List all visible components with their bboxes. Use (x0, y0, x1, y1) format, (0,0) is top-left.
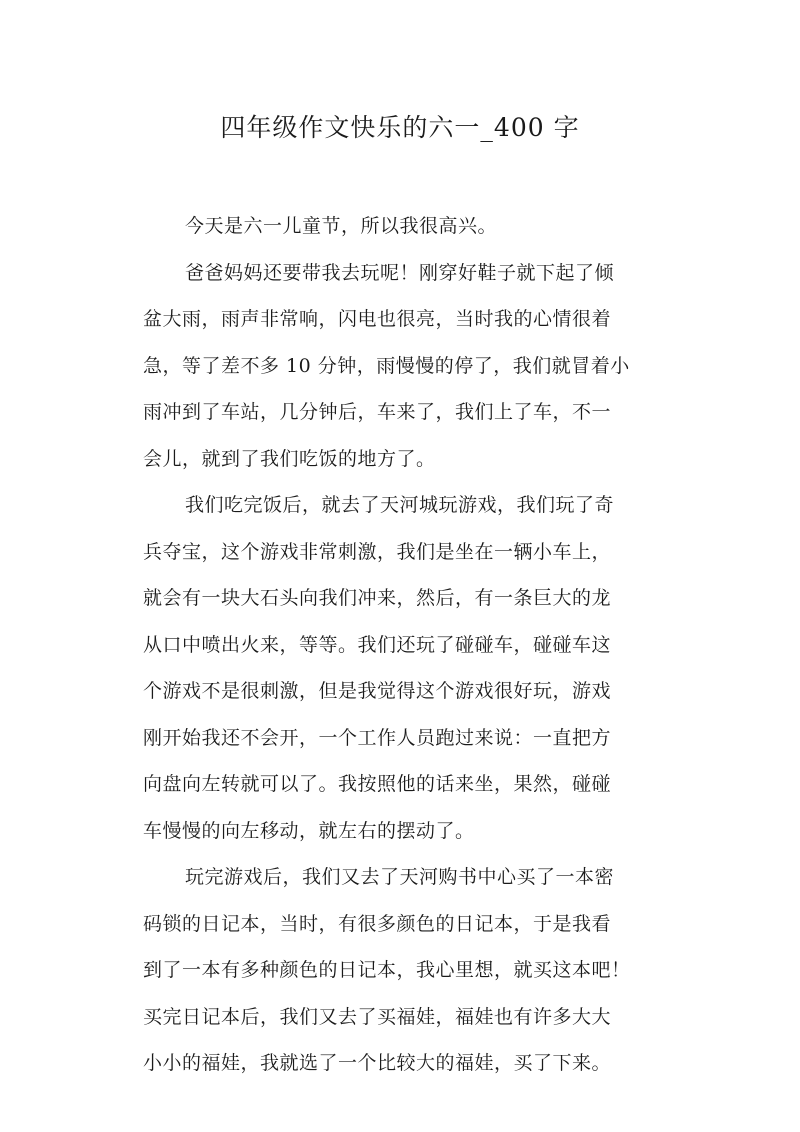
text-line: 兵夺宝，这个游戏非常刺激，我们是坐在一辆小车上， (143, 540, 612, 563)
text-line: 从口中喷出火来，等等。我们还玩了碰碰车，碰碰车这 (143, 633, 612, 656)
text-line: 爸爸妈妈还要带我去玩呢！刚穿好鞋子就下起了倾 (185, 261, 615, 284)
text-line: 急，等了差不多 10 分钟，雨慢慢的停了，我们就冒着小 (143, 354, 630, 377)
text-line: 我们吃完饭后，就去了天河城玩游戏，我们玩了奇 (185, 494, 615, 516)
paragraph-3 (143, 482, 663, 854)
text-line: 买完日记本后，我们又去了买福娃，福娃也有许多大大 (143, 1005, 612, 1028)
text-line: 盆大雨，雨声非常响，闪电也很亮，当时我的心情很着 (143, 308, 612, 330)
document-body (143, 203, 663, 1087)
paragraph-1 (143, 203, 663, 250)
text-line: 到了一本有多种颜色的日记本，我心里想，就买这本吧！ (143, 959, 631, 981)
paragraph-4 (143, 854, 663, 1087)
text-line: 码锁的日记本，当时，有很多颜色的日记本，于是我看 (143, 912, 612, 935)
paragraph-2 (143, 250, 663, 483)
text-line: 向盘向左转就可以了。我按照他的话来坐，果然，碰碰 (143, 773, 612, 795)
document-title: 四年级作文快乐的六一_400 字 (220, 113, 580, 142)
text-line: 车慢慢的向左移动，就左右的摆动了。 (143, 819, 475, 842)
text-line: 会儿，就到了我们吃饭的地方了。 (143, 447, 436, 470)
text-line: 就会有一块大石头向我们冲来，然后，有一条巨大的龙 (143, 587, 612, 609)
text-line: 玩完游戏后，我们又去了天河购书中心买了一本密 (185, 866, 615, 888)
text-line: 刚开始我还不会开，一个工作人员跑过来说：一直把方 (143, 726, 612, 749)
text-line: 小小的福娃，我就选了一个比较大的福娃，买了下来。 (143, 1052, 612, 1074)
text-line: 今天是六一儿童节，所以我很高兴。 (185, 215, 498, 237)
text-line: 雨冲到了车站，几分钟后，车来了，我们上了车，不一 (143, 401, 612, 423)
text-line: 个游戏不是很刺激，但是我觉得这个游戏很好玩，游戏 (143, 680, 612, 702)
